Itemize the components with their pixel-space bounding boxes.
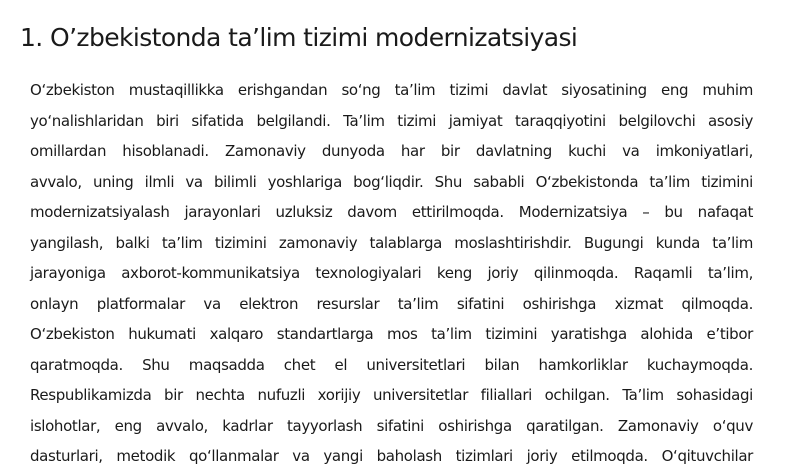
paragraph-line: O‘zbekiston hukumati xalqaro standartlarga mos ta’lim tizimini yaratishga alohida e’tibor (30, 325, 753, 343)
paragraph-line: modernizatsiyalash jarayonlari uzluksiz davom ettirilmoqda. Modernizatsiya – bu nafaqat (30, 203, 753, 221)
paragraph-line: qaratmoqda. Shu maqsadda chet el universitetlari bilan hamkorliklar kuchaymoqda. (30, 355, 753, 374)
paragraph-line: jarayoniga axborot-kommunikatsiya texnologiyalari keng joriy qilinmoqda. Raqamli ta’lim, (30, 264, 753, 282)
paragraph-line: avvalo, uning ilmli va bilimli yoshlariga bog‘liqdir. Shu sababli O‘zbekistonda ta’lim tizimini (30, 172, 753, 191)
paragraph-line: dasturlari, metodik qo‘llanmalar va yangi baholash tizimlari joriy etilmoqda. O‘qituvchilar (30, 447, 753, 465)
paragraph-line: O‘zbekiston mustaqillikka erishgandan so‘ng ta’lim tizimi davlat siyosatining eng muhim (30, 81, 753, 99)
section-heading: 1. O’zbekistonda ta’lim tizimi modernizatsiyasi (20, 23, 578, 52)
paragraph-line: yangilash, balki ta’lim tizimini zamonaviy talablarga moslashtirishdir. Bugungi kunda ta’lim (30, 233, 753, 252)
paragraph-line: Respublikamizda bir nechta nufuzli xorijiy universitetlar filiallari ochilgan. Ta’lim sohasidagi (30, 386, 753, 404)
paragraph-line: yo‘nalishlaridan biri sifatida belgilandi. Ta’lim tizimi jamiyat taraqqiyotini belgilovchi asosiy (30, 111, 753, 130)
paragraph-line: omillardan hisoblanadi. Zamonaviy dunyoda har bir davlatning kuchi va imkoniyatlari, (30, 142, 753, 160)
paragraph-line: onlayn platformalar va elektron resurslar ta’lim sifatini oshirishga xizmat qilmoqda. (30, 294, 753, 313)
body-paragraph (30, 75, 753, 472)
paragraph-line: islohotlar, eng avvalo, kadrlar tayyorlash sifatini oshirishga qaratilgan. Zamonaviy o‘quv (30, 416, 753, 435)
